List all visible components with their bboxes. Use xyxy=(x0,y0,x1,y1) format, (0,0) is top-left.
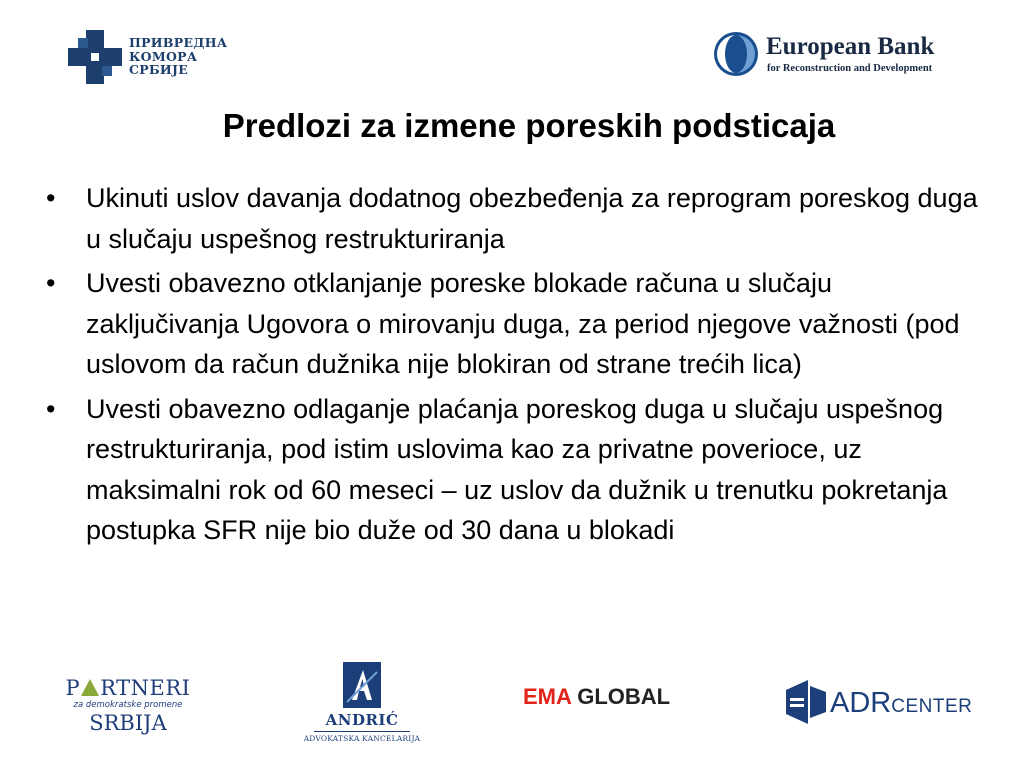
ema-text: EMA xyxy=(523,684,572,709)
adr-text: ADR xyxy=(830,687,892,719)
pks-name-line2: КОМОРА xyxy=(129,48,198,64)
ebrd-emblem-icon xyxy=(712,30,760,78)
bullet-text: Uvesti obavezno otklanjanje poreske blokade računa u slučaju zaključivanja Ugovora o mirovanju duga, za period njegove važnosti (pod uslovom da račun dužnika nije blokiran od strane trećih lica) xyxy=(86,268,960,379)
triangle-a-icon xyxy=(81,679,99,696)
bullet-item xyxy=(44,178,984,259)
ebrd-title: European Bank xyxy=(766,33,935,60)
ebrd-logo xyxy=(712,30,972,80)
andric-divider xyxy=(314,731,410,732)
adr-emblem-icon xyxy=(782,678,828,726)
ebrd-subtitle: for Reconstruction and Development xyxy=(767,63,933,74)
bullet-marker: • xyxy=(46,268,56,298)
bullet-list xyxy=(44,178,984,555)
andric-name: ANDRIĆ xyxy=(325,711,399,729)
partneri-name-part1: P xyxy=(65,676,81,700)
partneri-srbija-logo xyxy=(58,676,198,740)
partneri-name-part2: RTNERI xyxy=(100,676,191,700)
pks-name-line3: СРБИЈЕ xyxy=(129,62,189,77)
bullet-marker: • xyxy=(46,393,56,424)
bullet-item xyxy=(44,263,984,385)
bullet-text: Uvesti obavezno odlaganje plaćanja poreskog duga u slučaju uspešnog restrukturiranja, pod istim uslovima kao za privatne poverioce, uz maksimalni rok od 60 meseci – uz uslov da dužnik u trenutku pokretanja postupka SFR nije bio duže od 30 dana u blokadi xyxy=(86,393,948,545)
center-text: CENTER xyxy=(891,696,973,717)
andric-subtitle: ADVOKATSKA KANCELARIJA xyxy=(303,734,421,743)
pks-name-line1: ПРИВРЕДНА xyxy=(129,35,228,50)
bullet-item xyxy=(44,389,984,551)
adr-center-logo xyxy=(782,678,972,728)
pks-name xyxy=(129,36,227,77)
partneri-name xyxy=(58,676,198,700)
pks-logo xyxy=(66,28,236,86)
bullet-text: Ukinuti uslov davanja dodatnog obezbeđenja za reprogram poreskog duga u slučaju uspešnog restrukturiranja xyxy=(86,183,978,254)
ema-global-logo xyxy=(523,684,670,710)
partneri-tagline: za demokratske promene xyxy=(73,700,183,710)
bullet-marker: • xyxy=(46,183,56,213)
slide-title: Predlozi za izmene poreskih podsticaja xyxy=(222,107,836,144)
pks-emblem-icon xyxy=(66,28,124,86)
partneri-country: SRBIJA xyxy=(89,711,167,735)
adr-wordmark xyxy=(830,687,972,720)
global-text: GLOBAL xyxy=(577,684,671,709)
andric-emblem-icon xyxy=(343,662,381,708)
andric-logo xyxy=(300,662,424,754)
